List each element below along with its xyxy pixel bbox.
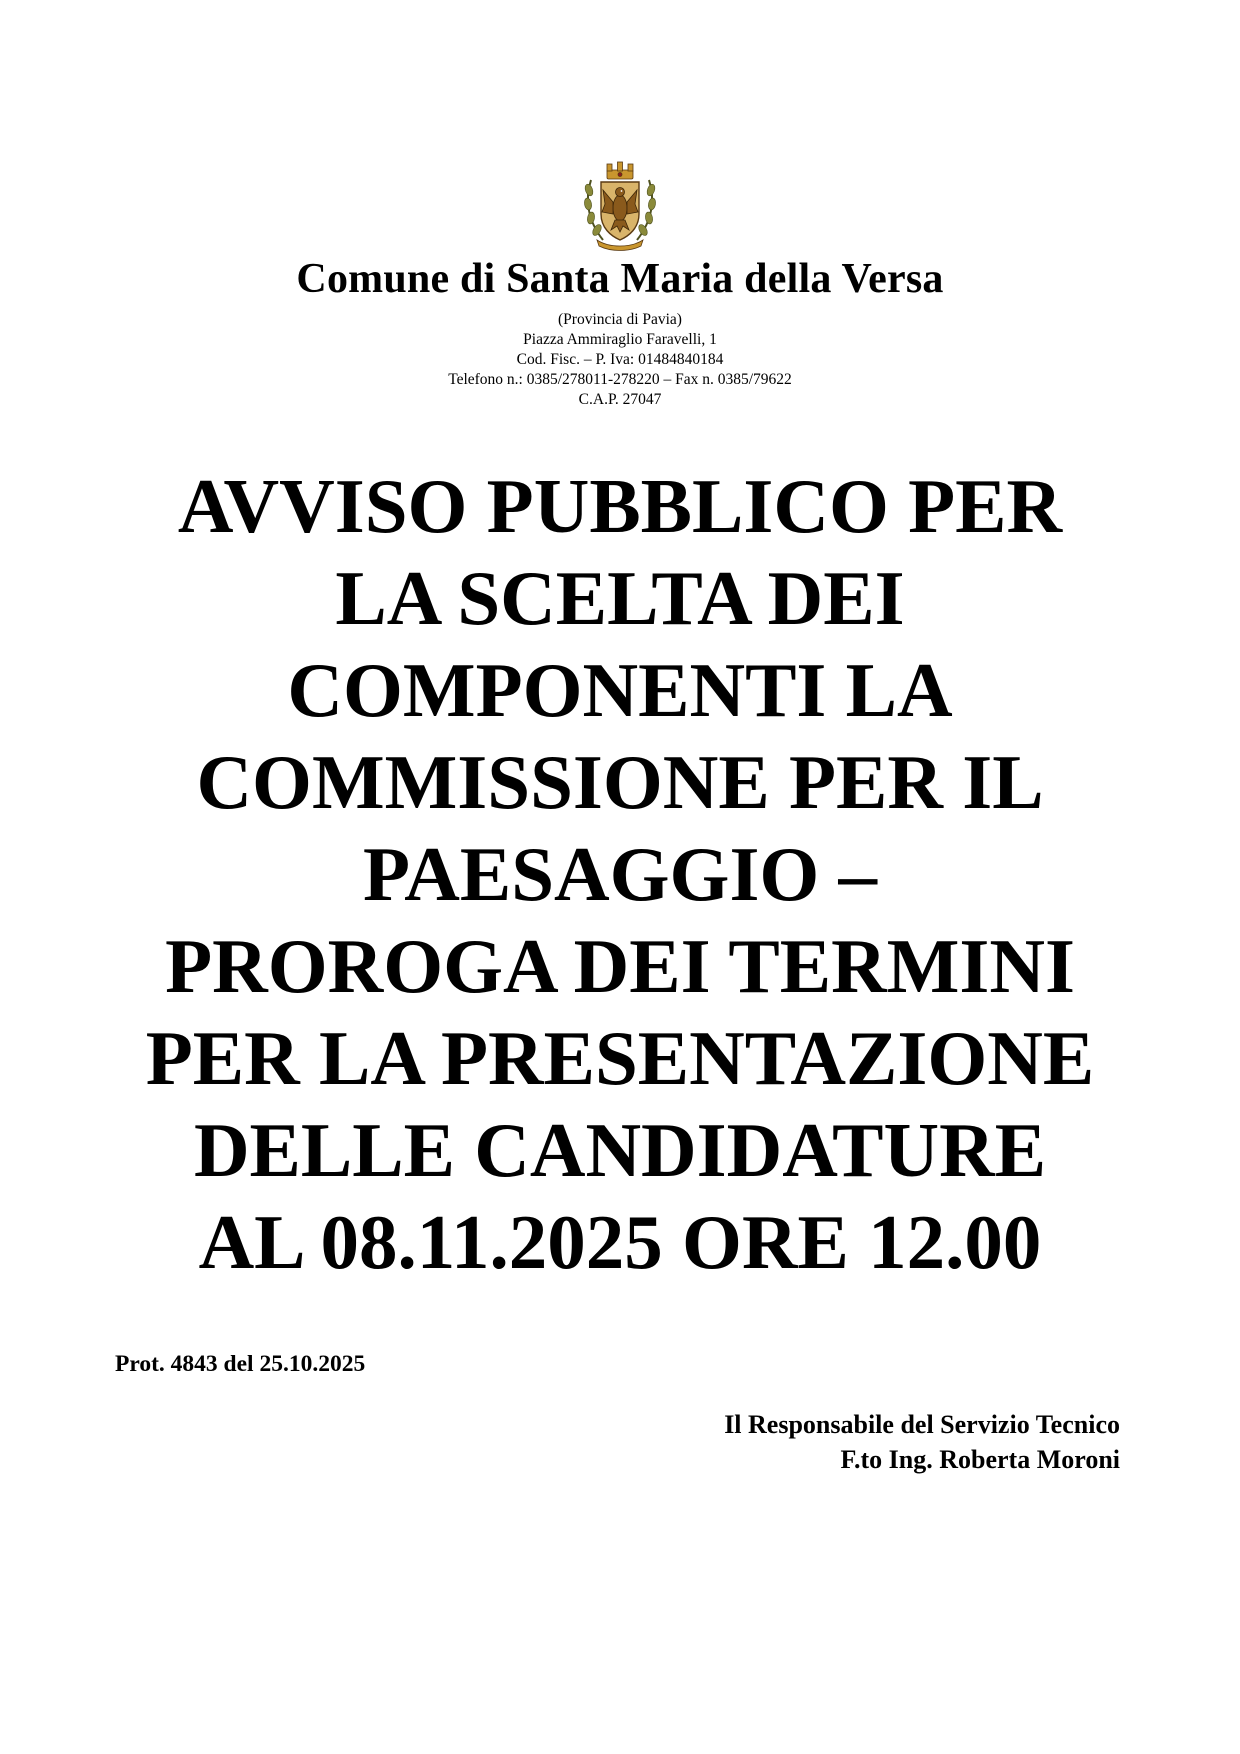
notice-title-line: COMMISSIONE PER IL [196,739,1044,825]
signer-name: F.to Ing. Roberta Moroni [840,1445,1120,1474]
notice-title-line: LA SCELTA DEI [335,555,905,641]
postal-code-line: C.A.P. 27047 [578,391,662,408]
notice-title-line: PROROGA DEI TERMINI [165,923,1075,1009]
province-line: (Provincia di Pavia) [558,311,682,328]
notice-title-line: PER LA PRESENTAZIONE [145,1015,1095,1101]
municipality-name: Comune di Santa Maria della Versa [296,256,944,302]
municipal-coat-of-arms-icon [581,160,659,252]
street-address-line: Piazza Ammiraglio Faravelli, 1 [523,331,717,348]
notice-title-line: PAESAGGIO – [362,831,878,917]
signer-role: Il Responsabile del Servizio Tecnico [724,1410,1120,1439]
notice-title [60,460,1180,1288]
municipality-address-block [0,310,1240,410]
notice-title-line: DELLE CANDIDATURE [193,1107,1047,1193]
notice-title-line: AVVISO PUBBLICO PER [177,463,1063,549]
phone-fax-line: Telefono n.: 0385/278011-278220 – Fax n. 0385/79622 [448,371,792,388]
signature-block [724,1407,1120,1477]
notice-title-line: COMPONENTI LA [287,647,953,733]
tax-code-line: Cod. Fisc. – P. Iva: 01484840184 [516,351,724,368]
notice-title-line: AL 08.11.2025 ORE 12.00 [198,1199,1042,1285]
protocol-reference: Prot. 4843 del 25.10.2025 [115,1351,366,1377]
